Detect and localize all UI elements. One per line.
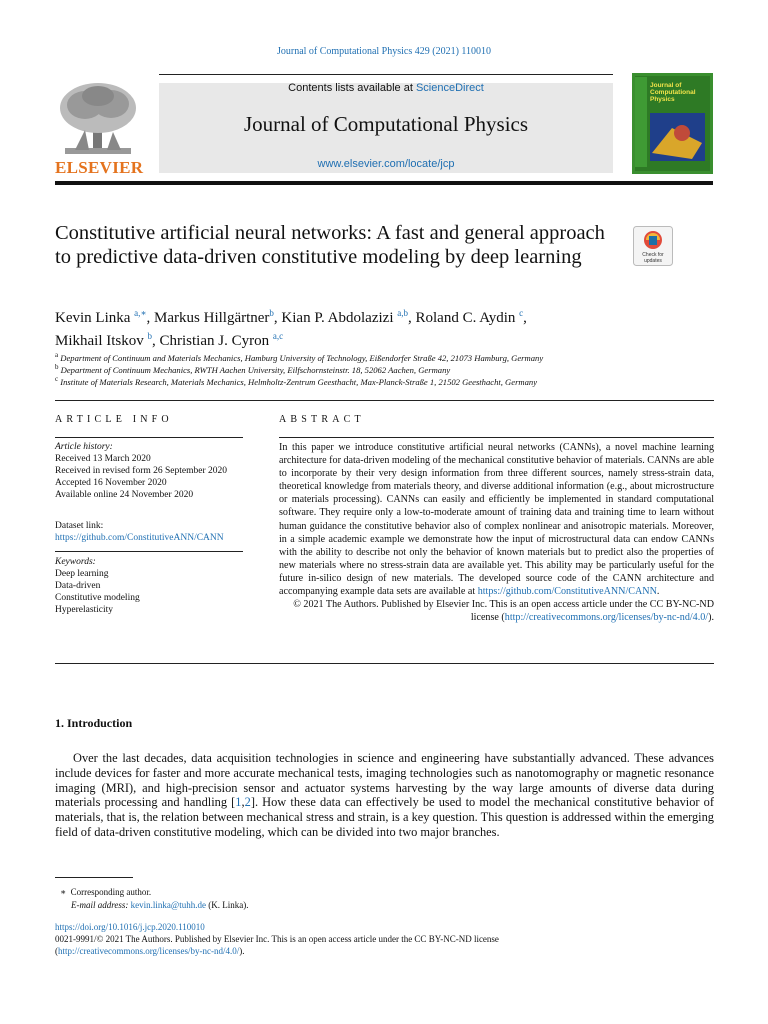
cover-title-line-3: Physics bbox=[650, 96, 675, 103]
author-affiliation-ref[interactable]: a,c bbox=[272, 331, 284, 341]
license-close: ). bbox=[239, 946, 245, 956]
cover-title-line-2: Computational bbox=[650, 89, 696, 96]
keywords-rule bbox=[55, 551, 243, 552]
keyword-item: Data-driven bbox=[55, 581, 101, 591]
affiliation-marker: a bbox=[55, 351, 59, 359]
article-info-heading: ARTICLE INFO bbox=[55, 414, 173, 425]
keywords-label: Keywords: bbox=[55, 557, 96, 567]
journal-cover-image bbox=[632, 73, 713, 174]
history-online: Available online 24 November 2020 bbox=[55, 490, 194, 500]
history-label: Article history: bbox=[55, 442, 113, 452]
abstract-body bbox=[279, 441, 714, 624]
history-revised: Received in revised form 26 September 2020 bbox=[55, 466, 228, 476]
affiliation-text: Department of Continuum Mechanics, RWTH Aachen University, Eilfschornsteinstr. 18, 52062 Aachen, Germany bbox=[60, 364, 451, 375]
author-name: Roland C. Aydin bbox=[415, 310, 516, 326]
check-label-1: Check for bbox=[642, 252, 664, 258]
affiliation-marker: b bbox=[55, 363, 59, 371]
footer-license bbox=[55, 945, 245, 957]
check-for-updates-badge[interactable] bbox=[633, 226, 673, 266]
ref-separator: , bbox=[241, 795, 245, 810]
issn-line: 0021-9991/© 2021 The Authors. Published by Elsevier Inc. This is an open access article under the CC BY-NC-ND license bbox=[55, 934, 499, 944]
history-received: Received 13 March 2020 bbox=[55, 454, 151, 464]
contents-line bbox=[159, 82, 613, 94]
affiliation-text: Institute of Materials Research, Materials Mechanics, Helmholtz-Zentrum Geesthacht, Max-Planck-Straße 1, 21502 Geesthacht, Germany bbox=[60, 376, 538, 387]
corresponding-text: Corresponding author. bbox=[70, 887, 152, 897]
reference-link[interactable]: 2 bbox=[244, 795, 251, 810]
introduction-paragraph bbox=[55, 751, 714, 840]
header-top-rule bbox=[159, 74, 613, 75]
dataset-link[interactable]: https://github.com/ConstitutiveANN/CANN bbox=[55, 533, 224, 543]
journal-url-link[interactable]: www.elsevier.com/locate/jcp bbox=[317, 158, 455, 170]
sciencedirect-link[interactable]: ScienceDirect bbox=[415, 82, 484, 94]
publisher-name: ELSEVIER bbox=[55, 158, 144, 177]
license-text: © 2021 The Authors. Published by Elsevier Inc. This is an open access article under the CC BY-NC-ND license ( bbox=[293, 599, 714, 624]
author-name: Christian J. Cyron bbox=[159, 333, 270, 349]
affiliation-b bbox=[55, 363, 450, 375]
email-link[interactable]: kevin.linka@tuhh.de bbox=[130, 900, 206, 910]
abstract-license bbox=[279, 598, 714, 624]
header-thick-rule bbox=[55, 181, 713, 185]
footnote-corresponding bbox=[60, 886, 151, 898]
journal-title: Journal of Computational Physics bbox=[243, 112, 529, 136]
footer-license-link[interactable]: http://creativecommons.org/licenses/by-nc-nd/4.0/ bbox=[58, 946, 240, 956]
abstract-text: In this paper we introduce constitutive artificial neural networks (CANNs), a novel machine learning architecture for data-driven modeling of the mechanical constitutive behavior of materials. CANNs are able to incorporate by their very design information from three different sources, namely stress-strain data, theoretical knowledge from materials theory, and diverse additional information (e.g., about microstructure or materials processing). CANNs can easily and efficiently be implemented in standard computational software. They require only a low-to-moderate amount of training data and training time to learn without human guidance the constitutive behavior also of complex nonlinear and anisotropic materials. Moreover, in a simple academic example we demonstrate how the input of microstructural data can endow CANNs with the ability to describe not only the behavior of known materials but to predict also the properties of new materials where no stress-strain data are available yet. This ability may be particularly useful for the future in-silico design of new materials. The developed source code of the CANN architecture and accompanying example data sets are available at bbox=[279, 442, 714, 598]
history-accepted: Accepted 16 November 2020 bbox=[55, 478, 167, 488]
keyword-item: Deep learning bbox=[55, 569, 109, 579]
author-name: Kian P. Abdolazizi bbox=[281, 310, 394, 326]
footnote-email bbox=[71, 899, 248, 911]
email-label: E-mail address: bbox=[71, 900, 129, 910]
doi-link[interactable]: https://doi.org/10.1016/j.jcp.2020.110010 bbox=[55, 922, 205, 932]
author-list: Kevin Linka $^{a,∗}$, Markus Hillgärtner$^b$, Kian P. Abdolazizi $^{a,b}$, Roland C. Aydin $^c$, Mikhail Itskov $^b$, Christian J. Cyron $^{a,c}$ bbox=[55, 308, 527, 349]
article-info-rule bbox=[55, 437, 243, 438]
author-affiliation-ref[interactable]: b bbox=[269, 308, 274, 318]
intro-text: ]. How these data can effectively be used to model the mechanical constitutive behavior of materials, that is, the relation between mechanical stress and strain, is a key question. This question is addressed within the emerging field of data-driven constitutive modeling, which can be divided into two major branches. bbox=[55, 795, 714, 839]
intro-text: Over the last decades, data acquisition technologies in science and engineering have substantially advanced. These advances include devices for faster and more accurate mechanical tests, imaging technologies such as nanotomography or magnetic resonance imaging (MRI), and high-precision sensor and actuator systems harvesting by the way large amounts of diverse data during materials processing and handling [ bbox=[55, 751, 714, 810]
author-affiliation-ref[interactable]: a,b bbox=[397, 308, 408, 318]
author-affiliation-ref[interactable]: c bbox=[519, 308, 524, 318]
journal-citation[interactable]: Journal of Computational Physics 429 (2021) 110010 bbox=[276, 46, 492, 57]
affiliation-a bbox=[55, 351, 543, 363]
affiliation-marker: c bbox=[55, 375, 59, 383]
abstract-heading: ABSTRACT bbox=[279, 414, 365, 425]
dataset-label: Dataset link: bbox=[55, 521, 104, 531]
paper-title: Constitutive artificial neural networks: A fast and general approach to predictive data-driven constitutive modeling by deep learning bbox=[55, 222, 605, 268]
keyword-item: Constitutive modeling bbox=[55, 593, 140, 603]
author-name: Kevin Linka bbox=[55, 310, 131, 326]
reference-link[interactable]: 1 bbox=[235, 795, 242, 810]
affiliation-c bbox=[55, 375, 537, 387]
author-affiliation-ref[interactable]: a,∗ bbox=[134, 308, 147, 318]
keywords-block bbox=[55, 556, 243, 616]
section-divider bbox=[55, 400, 714, 401]
license-open: ( bbox=[55, 946, 58, 956]
email-after: (K. Linka). bbox=[205, 900, 249, 910]
cover-title-line-1: Journal of bbox=[650, 82, 682, 89]
license-link[interactable]: http://creativecommons.org/licenses/by-nc-nd/4.0/ bbox=[504, 612, 709, 624]
affiliation-text: Department of Continuum and Materials Mechanics, Hamburg University of Technology, Eißendorfer Straße 42, 21073 Hamburg, Germany bbox=[60, 352, 544, 363]
section-heading-introduction: 1. Introduction bbox=[55, 716, 133, 730]
license-close: ). bbox=[708, 612, 714, 624]
author-name: Markus Hillgärtner bbox=[154, 310, 270, 326]
author-affiliation-ref[interactable]: b bbox=[147, 331, 152, 341]
article-history bbox=[55, 441, 243, 501]
abstract-rule bbox=[279, 437, 714, 438]
check-label-2: updates bbox=[644, 258, 662, 264]
footnote-marker: ∗ bbox=[60, 887, 67, 897]
code-link[interactable]: https://github.com/ConstitutiveANN/CANN bbox=[477, 586, 657, 598]
keyword-item: Hyperelasticity bbox=[55, 605, 114, 615]
author-name: Mikhail Itskov bbox=[55, 333, 144, 349]
footnote-rule bbox=[55, 877, 133, 878]
abstract-bottom-rule bbox=[55, 663, 714, 664]
abstract-end: . bbox=[656, 586, 660, 598]
contents-prefix: Contents lists available at bbox=[288, 82, 416, 94]
dataset-block bbox=[55, 520, 243, 544]
